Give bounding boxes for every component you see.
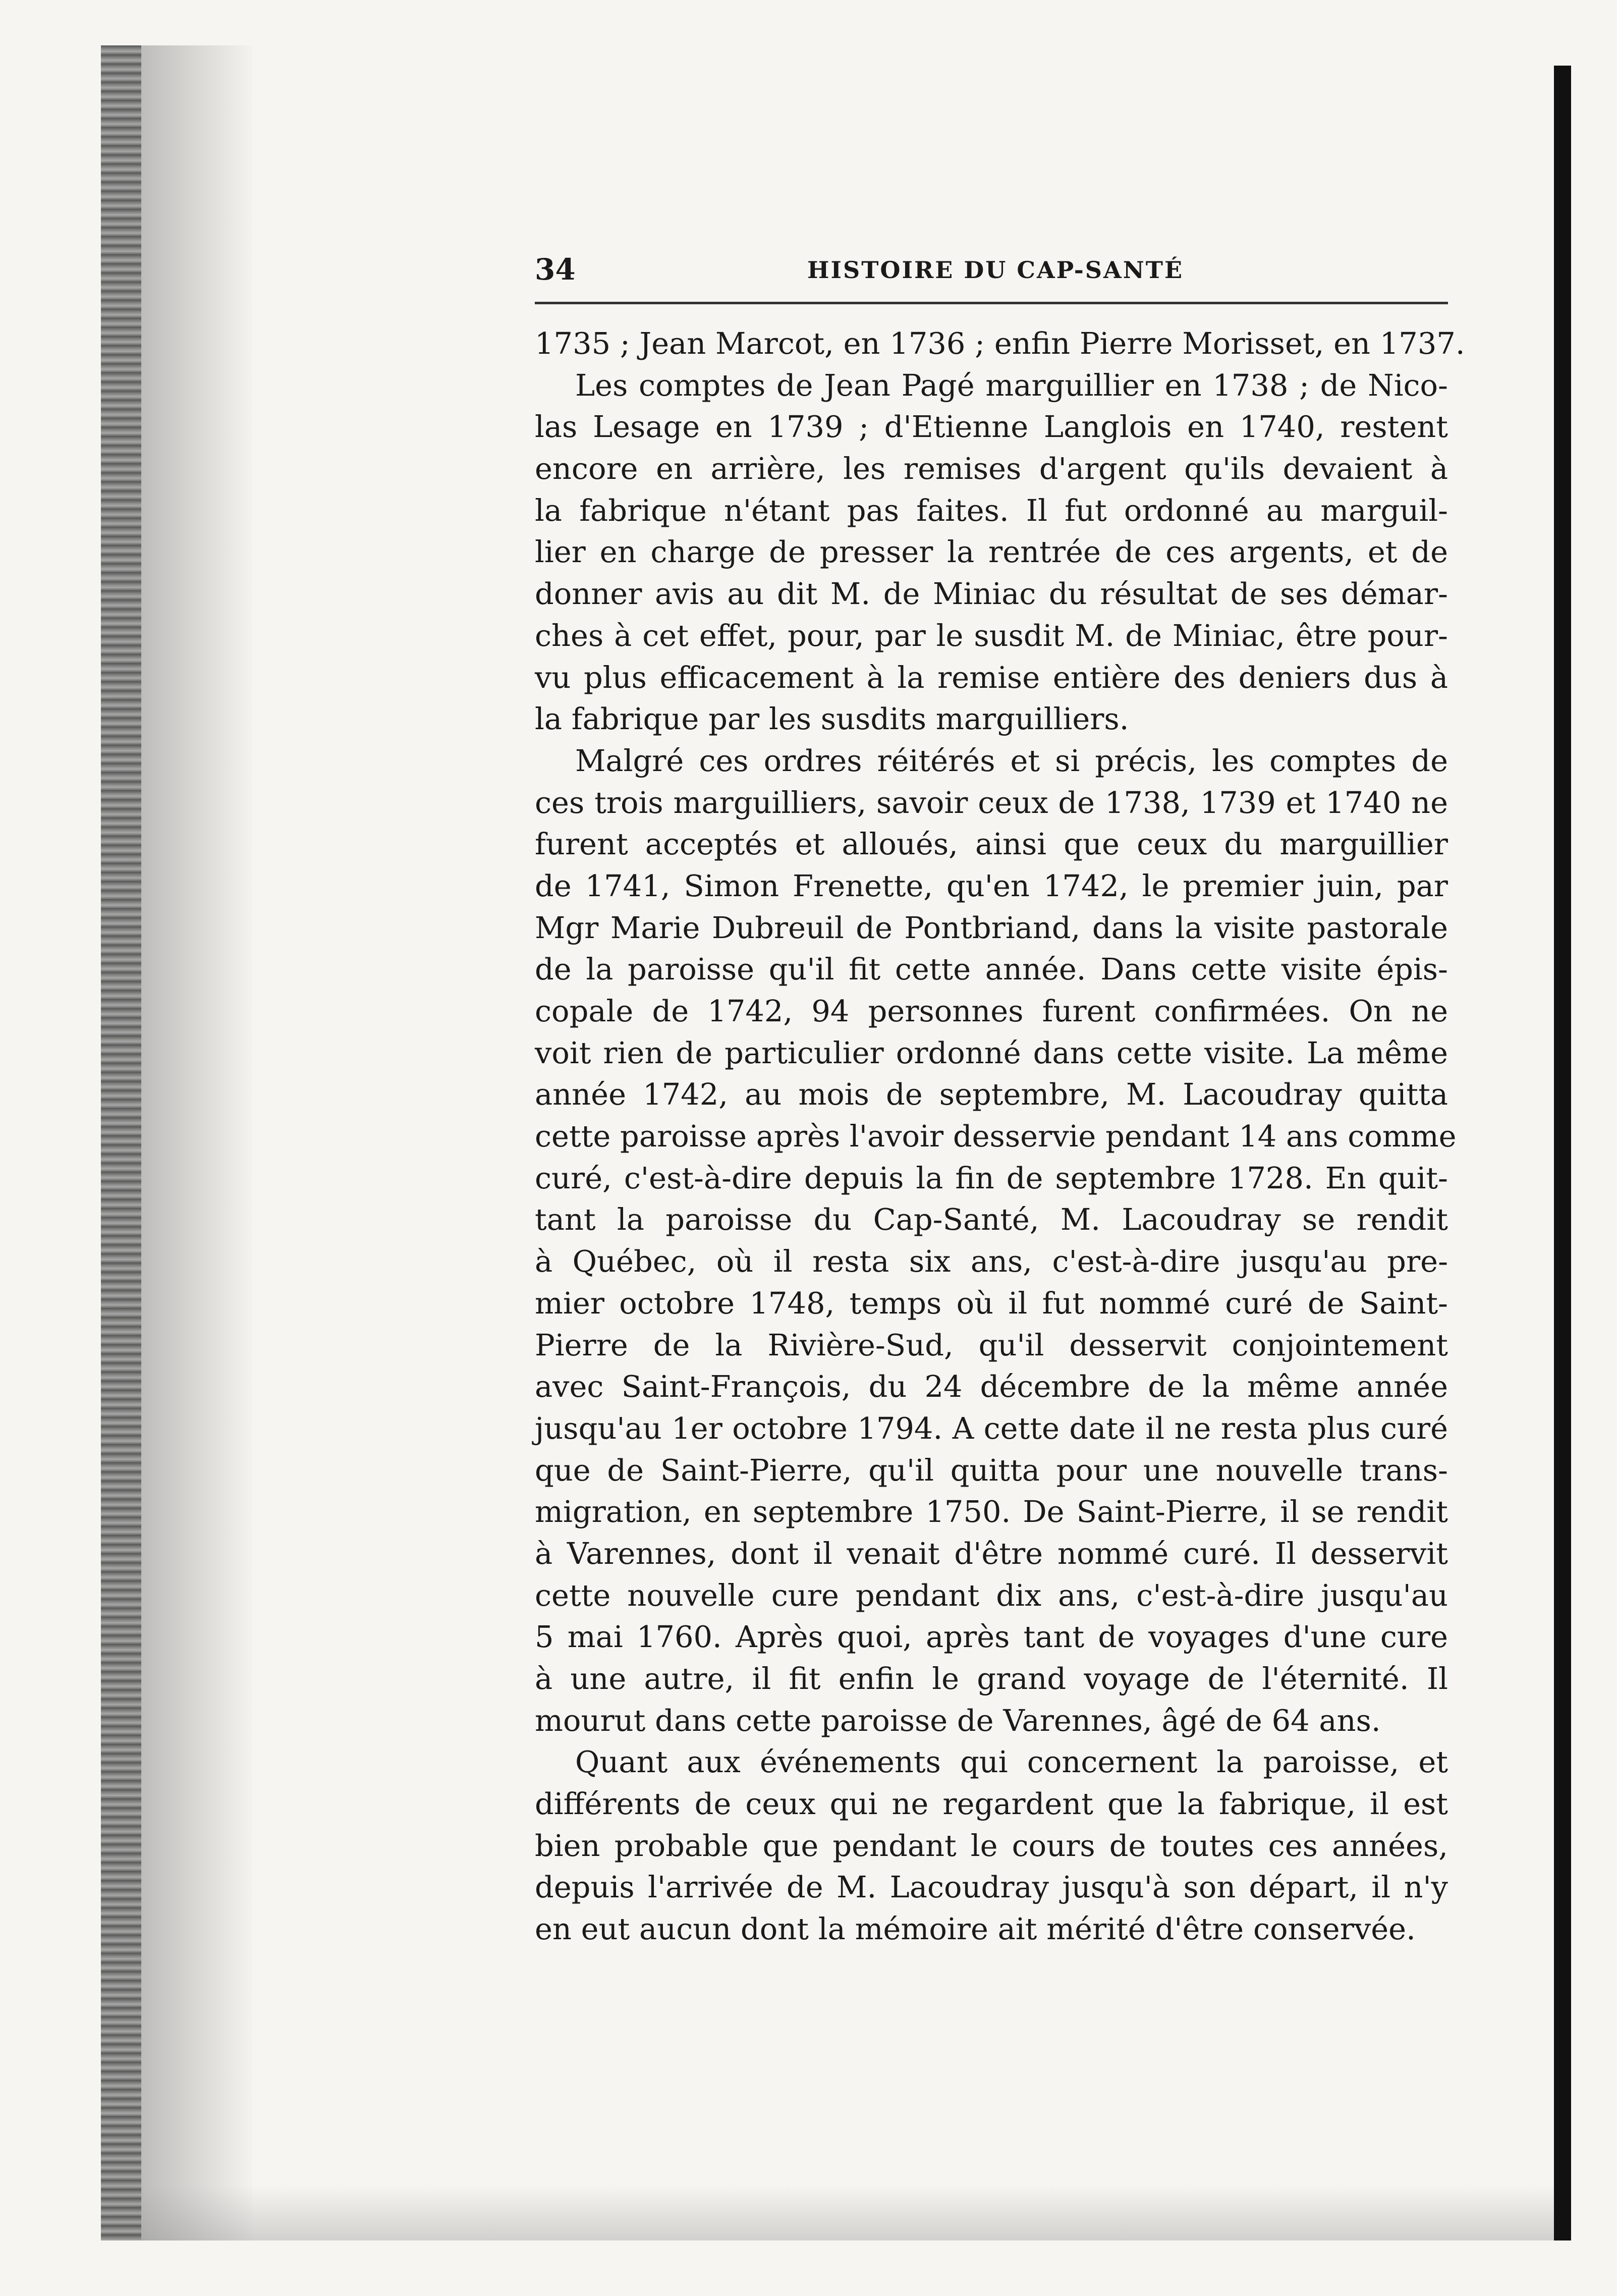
text-line: 5 mai 1760. Après quoi, après tant de voyages d'une cure — [535, 1619, 1448, 1655]
text-line: à Québec, où il resta six ans, c'est-à-dire jusqu'au pre- — [535, 1244, 1448, 1279]
text-line: cette paroisse après l'avoir desservie pendant 14 ans comme — [535, 1119, 1457, 1154]
text-line: curé, c'est-à-dire depuis la fin de septembre 1728. En quit- — [535, 1160, 1448, 1195]
text-line: Quant aux événements qui concernent la paroisse, et — [575, 1744, 1448, 1780]
text-line: Malgré ces ordres réitérés et si précis, les comptes de — [575, 743, 1448, 778]
body-text — [535, 323, 1465, 1950]
text-line: Les comptes de Jean Pagé marguillier en 1738 ; de Nico- — [575, 367, 1448, 403]
scan-bottom-noise — [141, 2185, 1554, 2240]
page-number: 34 — [535, 252, 576, 287]
header-rule — [535, 302, 1448, 304]
text-line: 1735 ; Jean Marcot, en 1736 ; enfin Pierre Morisset, en 1737. — [535, 326, 1465, 361]
text-line: à Varennes, dont il venait d'être nommé curé. Il desservit — [535, 1536, 1448, 1571]
text-line: Pierre de la Rivière-Sud, qu'il desservit conjointement — [535, 1327, 1448, 1362]
scan-binding-shadow — [101, 45, 141, 2240]
text-line: vu plus efficacement à la remise entière des deniers dus à — [535, 660, 1448, 695]
text-line: avec Saint-François, du 24 décembre de la même année — [535, 1369, 1448, 1404]
text-line: différents de ceux qui ne regardent que la fabrique, il est — [535, 1786, 1448, 1822]
text-line: tant la paroisse du Cap-Santé, M. Lacoudray se rendit — [535, 1202, 1448, 1237]
text-line: ches à cet effet, pour, par le susdit M. de Miniac, être pour- — [535, 618, 1448, 653]
text-line: la fabrique n'étant pas faites. Il fut ordonné au marguil- — [535, 493, 1448, 528]
text-line: à une autre, il fit enfin le grand voyage de l'éternité. Il — [535, 1661, 1448, 1696]
text-line: lier en charge de presser la rentrée de ces argents, et de — [535, 534, 1448, 570]
text-line: bien probable que pendant le cours de toutes ces années, — [535, 1828, 1448, 1863]
text-line: furent acceptés et alloués, ainsi que ceux du marguillier — [535, 827, 1448, 862]
scan-binding-fade — [141, 45, 252, 2240]
text-line: de la paroisse qu'il fit cette année. Dans cette visite épis- — [535, 952, 1448, 987]
text-line: en eut aucun dont la mémoire ait mérité d'être conservée. — [535, 1911, 1416, 1947]
text-line: jusqu'au 1er octobre 1794. A cette date il ne resta plus curé — [535, 1410, 1448, 1446]
text-line: voit rien de particulier ordonné dans cette visite. La même — [535, 1035, 1448, 1070]
text-line: mier octobre 1748, temps où il fut nommé curé de Saint- — [535, 1285, 1448, 1321]
page-header — [535, 252, 1448, 288]
text-line: copale de 1742, 94 personnes furent confirmées. On ne — [535, 994, 1448, 1028]
text-line: depuis l'arrivée de M. Lacoudray jusqu'à son départ, il n'y — [535, 1870, 1448, 1905]
text-line: cette nouvelle cure pendant dix ans, c'est-à-dire jusqu'au — [535, 1577, 1448, 1613]
text-line: que de Saint-Pierre, qu'il quitta pour une nouvelle trans- — [535, 1452, 1448, 1488]
running-title: HISTOIRE DU CAP-SANTÉ — [807, 256, 1184, 284]
text-line: Mgr Marie Dubreuil de Pontbriand, dans la visite pastorale — [535, 910, 1448, 945]
text-line: donner avis au dit M. de Miniac du résultat de ses démar- — [535, 576, 1448, 612]
text-line: mourut dans cette paroisse de Varennes, âgé de 64 ans. — [535, 1703, 1381, 1738]
text-line: de 1741, Simon Frenette, qu'en 1742, le premier juin, par — [535, 868, 1448, 903]
text-line: migration, en septembre 1750. De Saint-Pierre, il se rendit — [535, 1494, 1448, 1529]
text-line: ces trois marguilliers, savoir ceux de 1738, 1739 et 1740 ne — [535, 785, 1448, 820]
text-line: année 1742, au mois de septembre, M. Lacoudray quitta — [535, 1077, 1448, 1112]
text-line: las Lesage en 1739 ; d'Etienne Langlois en 1740, restent — [535, 409, 1448, 445]
text-line: la fabrique par les susdits marguilliers. — [535, 701, 1129, 737]
scan-right-edge — [1554, 66, 1571, 2240]
text-line: encore en arrière, les remises d'argent qu'ils devaient à — [535, 451, 1448, 486]
